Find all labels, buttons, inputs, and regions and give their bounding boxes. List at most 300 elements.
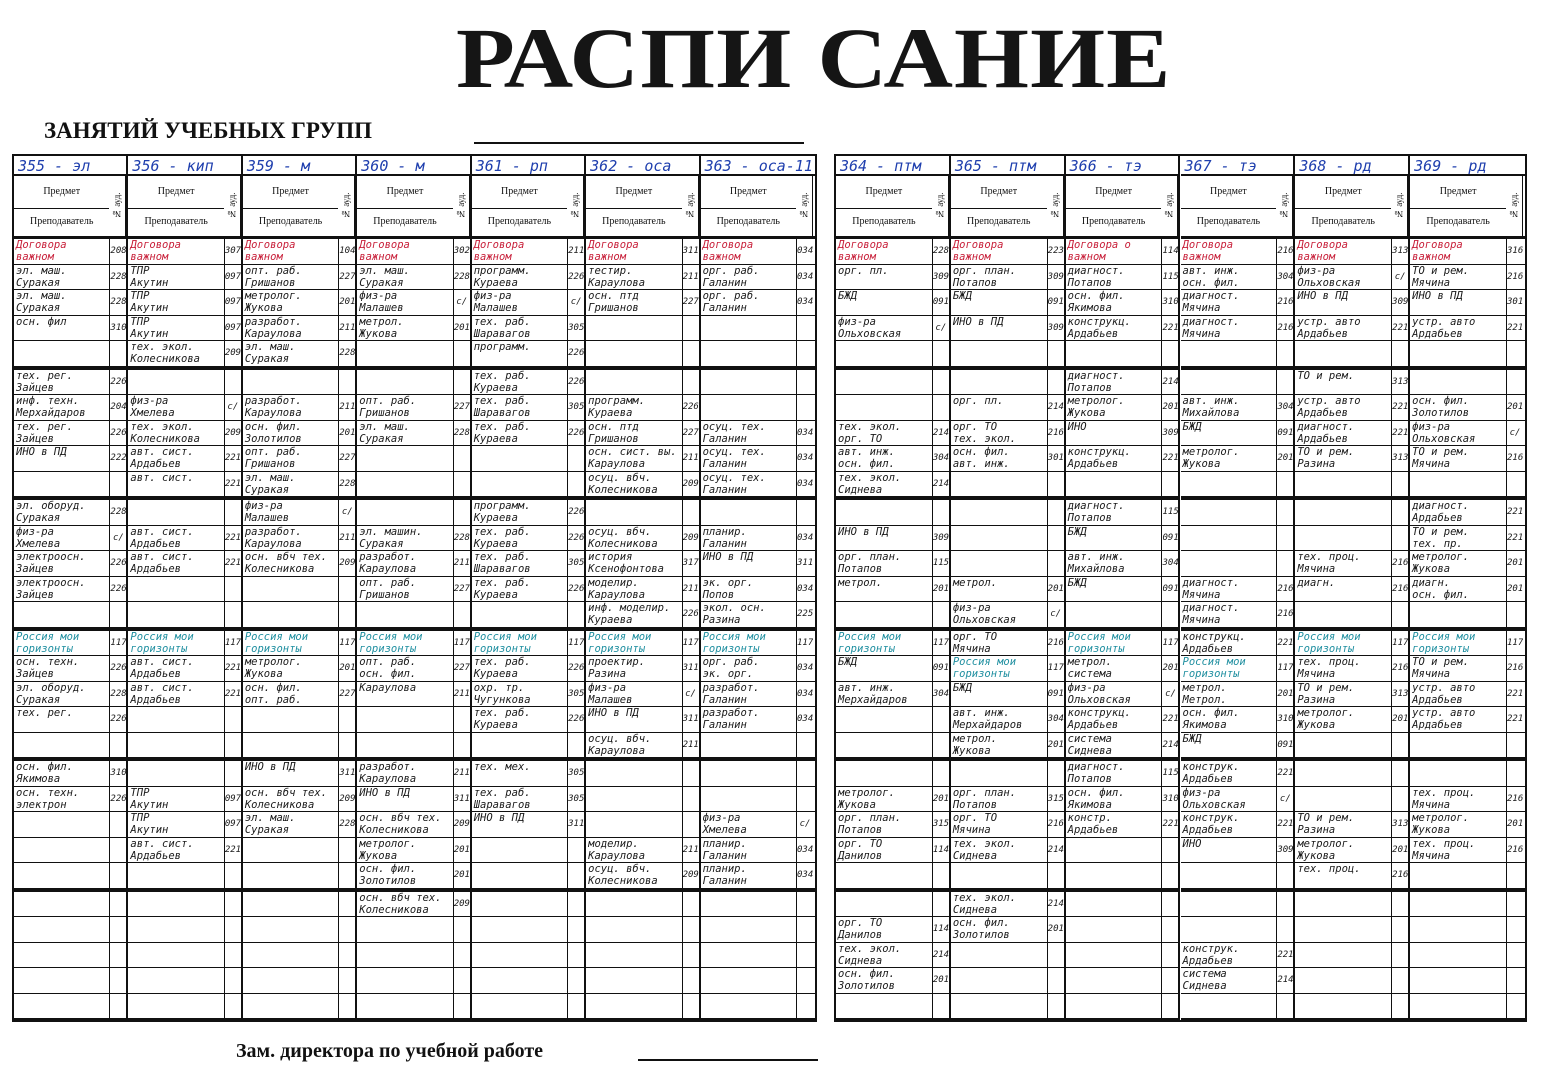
lesson-text [14, 838, 109, 864]
lesson-text [472, 917, 567, 943]
schedule-cell [951, 316, 1064, 342]
room-number: 227 [338, 682, 355, 708]
header-teacher: Преподаватель [852, 216, 916, 227]
lesson-text [128, 863, 223, 889]
room-number [1161, 994, 1178, 1020]
lesson-text: ТПР Акутин [130, 786, 169, 811]
schedule-cell [951, 526, 1064, 552]
day-separator [836, 1019, 951, 1022]
room-number: 221 [1276, 631, 1293, 657]
group-name: 369 - рд [1410, 156, 1525, 176]
lesson-text: осн. фил. Золотилов [1412, 395, 1470, 419]
lesson-text [701, 968, 796, 994]
lesson-text: опт. раб. Гришанов [244, 446, 302, 470]
schedule-cell [14, 239, 126, 265]
lesson-text: диагн. [1297, 576, 1336, 589]
schedule-cell [586, 733, 698, 759]
room-number: 221 [1506, 316, 1523, 342]
lesson-text: тех. экол. орг. ТО [838, 420, 902, 445]
schedule-cell [1066, 551, 1179, 577]
room-number: 117 [567, 631, 584, 657]
room-number: 097 [224, 265, 241, 291]
schedule-cell [1066, 446, 1179, 472]
schedule-cell [701, 577, 815, 603]
room-number: 216 [1506, 446, 1523, 472]
room-number: 034 [796, 656, 813, 682]
room-number: 201 [338, 290, 355, 316]
lesson-text: тех. раб. Кураева [473, 369, 531, 394]
lesson-text: Договора важном [16, 239, 67, 263]
schedule-cell [1181, 917, 1294, 943]
schedule-cell [14, 265, 126, 291]
room-number [1161, 968, 1178, 994]
schedule-cell [128, 265, 240, 291]
schedule-cell [1181, 341, 1294, 367]
schedule-cell [243, 602, 355, 628]
lesson-text: диагност. Мячина [1182, 290, 1240, 314]
room-number [796, 994, 813, 1020]
schedule-cell [14, 446, 126, 472]
lesson-text [1181, 863, 1277, 889]
room-number [1047, 968, 1064, 994]
schedule-cell [357, 602, 469, 628]
lesson-text: авт. сист. Ардабьев [130, 681, 194, 706]
lesson-text: тех. раб. Кураева [473, 576, 531, 601]
room-number: 091 [932, 290, 949, 316]
header-teacher: Преподаватель [30, 216, 94, 227]
schedule-cell [1295, 370, 1408, 396]
schedule-cell [14, 968, 126, 994]
lesson-text [951, 761, 1047, 787]
lesson-text [586, 761, 681, 787]
room-number: 228 [453, 421, 470, 447]
schedule-cell [243, 733, 355, 759]
schedule-cell [1295, 446, 1408, 472]
lesson-text: орг. ТО Данилов [838, 837, 883, 862]
lesson-text [472, 994, 567, 1020]
header-room: № ауд. [453, 176, 470, 236]
schedule-cell [472, 290, 584, 316]
schedule-cell [1295, 602, 1408, 628]
lesson-text [951, 863, 1047, 889]
room-number: 091 [1276, 733, 1293, 759]
schedule-cell [472, 892, 584, 918]
room-number [932, 994, 949, 1020]
schedule-cell [1295, 812, 1408, 838]
schedule-cell [472, 500, 584, 526]
room-number: 216 [1506, 787, 1523, 813]
lesson-text: программ. Кураева [588, 395, 646, 419]
schedule-cell [1410, 812, 1525, 838]
lesson-text [586, 370, 681, 396]
room-number [224, 733, 241, 759]
schedule-cell [586, 265, 698, 291]
room-number: 305 [567, 682, 584, 708]
lesson-text: тех. экол. Сиднева [952, 891, 1017, 916]
schedule-cell [14, 707, 126, 733]
schedule-cell [1181, 265, 1294, 291]
room-number: 201 [1161, 395, 1178, 421]
lesson-text: БЖД [1067, 576, 1087, 589]
lesson-text: осн. вбч тех. Колесникова [359, 812, 442, 836]
header-subject: Предмет [43, 186, 81, 197]
lesson-text: физ-ра Ольховская [1297, 264, 1361, 289]
lesson-text: тех. рег. Зайцев [16, 420, 73, 445]
schedule-cell [836, 239, 949, 265]
room-number: 117 [1276, 656, 1293, 682]
room-number [338, 707, 355, 733]
room-number: 309 [1047, 316, 1064, 342]
room-number [1161, 863, 1178, 889]
schedule-cell [951, 290, 1064, 316]
room-number: 221 [1391, 316, 1408, 342]
room-number [1047, 370, 1064, 396]
schedule-cell [586, 472, 698, 498]
header-subject: Предмет [157, 186, 195, 197]
room-number: 208 [109, 239, 126, 265]
room-number [453, 943, 470, 969]
lesson-text: орг. ТО Данилов [838, 917, 883, 941]
room-number [1047, 863, 1064, 889]
schedule-cell [1410, 446, 1525, 472]
schedule-cell [357, 472, 469, 498]
lesson-text [472, 943, 567, 969]
lesson-text [701, 892, 796, 918]
schedule-cell [243, 787, 355, 813]
lesson-text [1066, 917, 1162, 943]
schedule-cell [357, 994, 469, 1020]
room-number [1276, 917, 1293, 943]
lesson-text [472, 602, 567, 628]
schedule-cell [14, 395, 126, 421]
lesson-text [1295, 968, 1391, 994]
schedule-cell [701, 290, 815, 316]
lesson-text: орг. ТО Мячина [952, 812, 998, 836]
room-number: 211 [567, 239, 584, 265]
room-number: 305 [567, 316, 584, 342]
schedule-cell [243, 707, 355, 733]
schedule-cell [836, 838, 949, 864]
lesson-text [1066, 472, 1162, 498]
lesson-text: физ-ра Ольховская [952, 602, 1017, 626]
lesson-text: авт. инж. Мерхайдаров [952, 707, 1023, 731]
room-number [1276, 892, 1293, 918]
schedule-cell [836, 917, 949, 943]
room-number [224, 863, 241, 889]
schedule-cell [243, 446, 355, 472]
schedule-cell [701, 917, 815, 943]
room-number [932, 395, 949, 421]
lesson-text [357, 917, 452, 943]
room-number: 211 [682, 838, 699, 864]
schedule-cell [836, 994, 949, 1020]
schedule-cell [128, 472, 240, 498]
room-number: 226 [682, 395, 699, 421]
schedule-cell [1181, 863, 1294, 889]
schedule-cell [472, 838, 584, 864]
header-room: № ауд. [1047, 176, 1064, 236]
room-number [1047, 551, 1064, 577]
room-number: 201 [932, 577, 949, 603]
schedule-cell [951, 943, 1064, 969]
room-number: 216 [1391, 577, 1408, 603]
schedule-cell [586, 787, 698, 813]
header-subject: Предмет [1095, 186, 1132, 197]
room-number: 221 [224, 472, 241, 498]
schedule-cell [357, 370, 469, 396]
room-number: 226 [109, 551, 126, 577]
room-number: 226 [109, 707, 126, 733]
room-number: 034 [796, 446, 813, 472]
lesson-text: ИНО в ПД [244, 761, 296, 773]
schedule-cell [1410, 265, 1525, 291]
room-number [796, 500, 813, 526]
room-number: 317 [682, 551, 699, 577]
lesson-text [1066, 602, 1162, 628]
room-number: 313 [1391, 446, 1408, 472]
room-number: 227 [453, 656, 470, 682]
lesson-text: эл. маш. Суракая [359, 420, 410, 445]
lesson-text: метролог. Жукова [244, 290, 302, 314]
room-number: 117 [796, 631, 813, 657]
lesson-text: электроосн. Зайцев [16, 576, 86, 601]
schedule-cell [472, 370, 584, 396]
schedule-cell [1295, 917, 1408, 943]
lesson-text: осн. сист. вы. Караулова [588, 446, 677, 470]
room-number [224, 602, 241, 628]
group-column [243, 156, 357, 1020]
lesson-text [951, 551, 1047, 577]
lesson-text: метролог. Жукова [1297, 707, 1355, 731]
lesson-text [128, 968, 223, 994]
schedule-cell [1066, 500, 1179, 526]
schedule-cell [472, 577, 584, 603]
room-number [1391, 526, 1408, 552]
room-number: 309 [932, 526, 949, 552]
schedule-cell [128, 968, 240, 994]
schedule-cell [357, 917, 469, 943]
room-number: 097 [224, 316, 241, 342]
schedule-cell [586, 577, 698, 603]
lesson-text: Договора о важном [1067, 239, 1131, 263]
lesson-text: разработ. Караулова [244, 395, 302, 419]
room-number [1047, 472, 1064, 498]
schedule-cell [701, 395, 815, 421]
schedule-cell [357, 968, 469, 994]
lesson-text: метрол. [838, 576, 883, 589]
schedule-cell [1410, 421, 1525, 447]
lesson-text: осн. вбч тех. Колесникова [359, 891, 442, 916]
lesson-text: опт. раб. Гришанов [359, 576, 417, 601]
schedule-cell [1181, 526, 1294, 552]
lesson-text: тех. экол. Колесникова [130, 420, 200, 445]
room-number: 221 [1276, 761, 1293, 787]
room-number: 034 [796, 265, 813, 291]
header-room: № ауд. [567, 176, 584, 236]
lesson-text: метролог. Жукова [1067, 395, 1125, 419]
room-number: 313 [1391, 682, 1408, 708]
room-number: 311 [796, 551, 813, 577]
schedule-cell [472, 994, 584, 1020]
room-number: 304 [1276, 265, 1293, 291]
schedule-cell [586, 421, 698, 447]
room-number: 221 [1506, 500, 1523, 526]
lesson-text: БЖД [1182, 732, 1202, 745]
lesson-text: осуц. вбч. Колесникова [588, 525, 658, 550]
room-number: 201 [1047, 577, 1064, 603]
room-number: 211 [338, 395, 355, 421]
day-separator [357, 1019, 471, 1022]
schedule-cell [357, 395, 469, 421]
lesson-text: система Сиднева [1067, 732, 1112, 757]
schedule-cell [472, 341, 584, 367]
room-number [1506, 472, 1523, 498]
room-number: с/ [682, 682, 699, 708]
room-number: 117 [1391, 631, 1408, 657]
room-number: 201 [1276, 446, 1293, 472]
schedule-cell [701, 631, 815, 657]
lesson-text: тех. раб. Кураева [473, 420, 531, 445]
schedule-cell [586, 812, 698, 838]
lesson-text: метролог. Жукова [244, 656, 302, 680]
lesson-text: орг. план. Потапов [952, 264, 1017, 289]
room-number [1391, 733, 1408, 759]
lesson-text: ТО и рем. тех. пр. [1412, 525, 1470, 550]
room-number: 216 [1276, 602, 1293, 628]
schedule-cell [14, 551, 126, 577]
room-number: 214 [1047, 838, 1064, 864]
room-number: с/ [1276, 787, 1293, 813]
schedule-cell [701, 421, 815, 447]
room-number [1391, 994, 1408, 1020]
schedule-cell [14, 631, 126, 657]
lesson-text: система Сиднева [1182, 968, 1227, 992]
schedule-cell [1066, 863, 1179, 889]
schedule-cell [586, 526, 698, 552]
room-number: 216 [1047, 631, 1064, 657]
schedule-cell [14, 526, 126, 552]
schedule-cell [1181, 707, 1294, 733]
room-number: 214 [1276, 968, 1293, 994]
lesson-text: констр. Ардабьев [1067, 812, 1119, 836]
room-number: 091 [1047, 682, 1064, 708]
group-name: 362 - оса [586, 156, 698, 176]
lesson-text: тех. экол. Сиднева [952, 837, 1017, 862]
lesson-text: Договора важном [1297, 239, 1348, 263]
lesson-text [701, 917, 796, 943]
lesson-text: метрол. Жукова [359, 315, 404, 340]
schedule-cell [1181, 395, 1294, 421]
schedule-cell [472, 421, 584, 447]
lesson-text: тех. раб. Кураева [473, 656, 531, 680]
lesson-text [1410, 994, 1506, 1020]
lesson-text: осуц. тех. Галанин [702, 446, 766, 470]
lesson-text [701, 994, 796, 1020]
schedule-cell [472, 395, 584, 421]
room-number [338, 838, 355, 864]
header-room: № ауд. [1391, 176, 1408, 236]
room-number [109, 602, 126, 628]
schedule-cell [243, 370, 355, 396]
room-number [796, 943, 813, 969]
room-number: 034 [796, 421, 813, 447]
lesson-text: авт. сист. Ардабьев [130, 837, 194, 862]
schedule-cell [472, 812, 584, 838]
room-number [932, 370, 949, 396]
schedule-cell [1410, 917, 1525, 943]
room-number: 316 [1506, 239, 1523, 265]
lesson-text [701, 500, 796, 526]
schedule-cell [14, 500, 126, 526]
schedule-cell [243, 631, 355, 657]
room-number: 226 [567, 265, 584, 291]
header-teacher: Преподаватель [258, 216, 323, 227]
lesson-text [1066, 863, 1162, 889]
group-column [701, 156, 815, 1020]
room-number: 209 [224, 341, 241, 367]
room-number [109, 968, 126, 994]
room-number [567, 917, 584, 943]
lesson-text [1181, 551, 1277, 577]
lesson-text: авт. сист. Ардабьев [130, 446, 194, 470]
room-number: 201 [1047, 917, 1064, 943]
lesson-text [1410, 341, 1506, 367]
room-number [109, 472, 126, 498]
schedule-cell [1295, 943, 1408, 969]
schedule-cell [1066, 943, 1179, 969]
schedule-cell [701, 943, 815, 969]
lesson-text: ТО и рем. Разина [1297, 812, 1355, 836]
room-number [109, 892, 126, 918]
schedule-cell [472, 707, 584, 733]
schedule-cell [357, 787, 469, 813]
lesson-text [951, 500, 1047, 526]
room-number: 226 [109, 656, 126, 682]
group-column [951, 156, 1066, 1020]
lesson-text: ИНО в ПД [702, 551, 754, 563]
schedule-cell [128, 421, 240, 447]
room-number: 091 [1047, 290, 1064, 316]
schedule-cell [1295, 316, 1408, 342]
room-number: 228 [338, 812, 355, 838]
group-fill-line [474, 142, 804, 144]
room-number: 211 [453, 551, 470, 577]
room-number [1047, 500, 1064, 526]
schedule-cell [951, 631, 1064, 657]
lesson-text [1066, 892, 1162, 918]
lesson-text: авт. инж. Михайлова [1067, 551, 1125, 575]
room-number [338, 602, 355, 628]
schedule-cell [951, 239, 1064, 265]
lesson-text [836, 395, 932, 421]
schedule-cell [1181, 892, 1294, 918]
lesson-text: орг. пл. [952, 395, 1004, 407]
schedule-grid-left [12, 154, 817, 1022]
schedule-cell [357, 943, 469, 969]
lesson-text: моделир. Караулова [588, 576, 646, 601]
schedule-cell [14, 838, 126, 864]
schedule-cell [357, 707, 469, 733]
room-number: 228 [109, 290, 126, 316]
header-subject: Предмет [1439, 186, 1477, 197]
room-number [338, 994, 355, 1020]
lesson-text [586, 500, 681, 526]
schedule-cell [472, 602, 584, 628]
room-number: 211 [338, 316, 355, 342]
schedule-cell [951, 968, 1064, 994]
room-number [1276, 863, 1293, 889]
room-number: 209 [682, 472, 699, 498]
